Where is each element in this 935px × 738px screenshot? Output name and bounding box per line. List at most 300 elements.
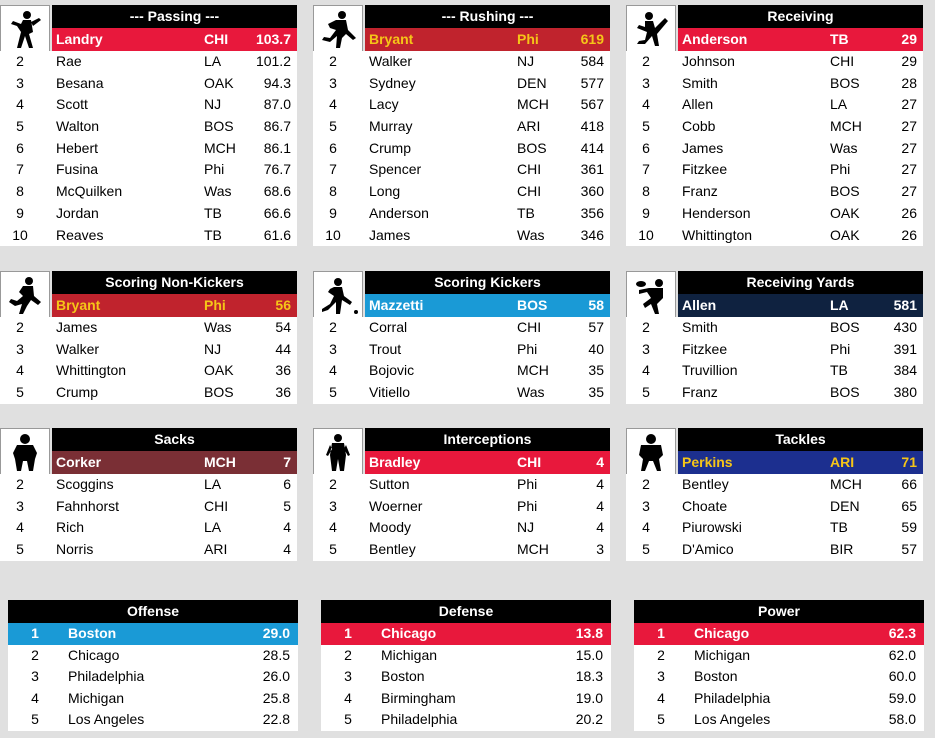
leader-row	[678, 28, 923, 51]
panel-title: Scoring Kickers	[365, 271, 610, 294]
ranking-row	[313, 382, 610, 404]
leader-name: Mazzetti	[369, 297, 424, 313]
rank: 9	[329, 204, 337, 221]
player-name: Norris	[56, 541, 94, 558]
player-name: Lacy	[369, 96, 399, 113]
stat-value: 66.6	[263, 204, 291, 221]
team-code: LA	[204, 53, 222, 69]
ranking-row	[626, 382, 923, 404]
player-name: Crump	[369, 139, 412, 156]
team-name: Chicago	[68, 646, 120, 663]
ranking-row	[0, 73, 297, 95]
ranking-row	[0, 496, 297, 518]
player-name: Jordan	[56, 204, 99, 221]
team-name: Chicago	[381, 625, 437, 641]
team-name: Michigan	[694, 646, 751, 663]
stat-value: 356	[580, 204, 604, 221]
leader-value: 71	[901, 454, 917, 470]
ranking-row	[626, 474, 923, 496]
panel-title: Sacks	[52, 428, 297, 451]
rank: 3	[329, 340, 337, 357]
ranking-row	[313, 159, 610, 181]
team-name: Boston	[694, 668, 738, 685]
stat-value: 361	[580, 161, 604, 178]
panel-title: --- Passing ---	[52, 5, 297, 28]
ranking-list	[313, 317, 610, 404]
player-name: Choate	[682, 497, 728, 514]
team-panel-power	[634, 600, 924, 731]
stat-value: 59	[901, 519, 917, 536]
rank: 3	[642, 340, 650, 357]
ranking-list	[0, 474, 297, 561]
team-code: MCH	[830, 476, 862, 492]
ranking-row	[0, 138, 297, 160]
leader-team: Phi	[204, 297, 226, 313]
ranking-row	[626, 317, 923, 339]
player-name: Spencer	[369, 161, 422, 178]
panel-title: Receiving Yards	[678, 271, 923, 294]
ranking-row	[0, 159, 297, 181]
player-name: Cobb	[682, 118, 716, 135]
leader-team: CHI	[204, 31, 229, 47]
rank: 3	[329, 74, 337, 91]
stat-value: 4	[596, 497, 604, 514]
stat-value: 28	[901, 74, 917, 91]
rank: 5	[16, 384, 24, 401]
player-name: Besana	[56, 74, 104, 91]
rank: 2	[16, 319, 24, 335]
team-code: Phi	[517, 340, 538, 357]
stat-value: 27	[901, 118, 917, 135]
team-panel-title: Power	[634, 600, 924, 623]
ranking-row	[626, 181, 923, 203]
team-code: BOS	[830, 384, 860, 401]
team-code: OAK	[830, 204, 860, 221]
team-value: 60.0	[888, 668, 916, 685]
leader-team: Phi	[517, 31, 539, 47]
panel-title: Interceptions	[365, 428, 610, 451]
rank: 3	[642, 497, 650, 514]
stat-value: 66	[901, 476, 917, 492]
stat-value: 6	[283, 476, 291, 492]
team-code: Was	[517, 384, 545, 401]
rank: 7	[329, 161, 337, 178]
leader-name: Allen	[682, 297, 717, 313]
stat-value: 384	[893, 362, 917, 379]
team-code: TB	[517, 204, 535, 221]
ranking-row	[626, 94, 923, 116]
rank: 10	[12, 226, 28, 243]
rank: 2	[16, 53, 24, 69]
team-value: 62.3	[888, 625, 916, 641]
player-name: Franz	[682, 384, 718, 401]
leader-value: 29	[901, 31, 917, 47]
stat-value: 4	[596, 476, 604, 492]
rank: 5	[642, 118, 650, 135]
ranking-row	[0, 360, 297, 382]
ranking-row	[313, 225, 610, 247]
rank: 3	[16, 74, 24, 91]
rank: 3	[642, 74, 650, 91]
team-row	[8, 666, 298, 688]
stat-value: 4	[283, 519, 291, 536]
rank: 2	[329, 53, 337, 69]
team-code: NJ	[204, 96, 222, 113]
leader-name: Bradley	[369, 454, 421, 470]
stat-value: 346	[580, 226, 604, 243]
ranking-list	[0, 51, 297, 246]
ranking-row	[313, 496, 610, 518]
rank: 1	[657, 625, 665, 641]
rank: 4	[329, 362, 337, 379]
ranking-row	[0, 116, 297, 138]
team-code: MCH	[830, 118, 862, 135]
rank: 3	[344, 668, 352, 685]
rank: 2	[642, 319, 650, 335]
leader-row	[365, 28, 610, 51]
team-code: MCH	[517, 362, 549, 379]
team-code: TB	[204, 226, 222, 243]
rank: 4	[329, 519, 337, 536]
ranking-row	[626, 360, 923, 382]
team-code: Was	[204, 183, 232, 200]
team-code: BOS	[830, 319, 860, 335]
ranking-row	[313, 203, 610, 225]
team-name: Birmingham	[381, 689, 456, 706]
stat-value: 26	[901, 204, 917, 221]
ranking-row	[626, 225, 923, 247]
team-code: OAK	[204, 362, 234, 379]
stat-value: 567	[580, 96, 604, 113]
player-name: Whittington	[682, 226, 753, 243]
team-code: NJ	[517, 53, 535, 69]
leader-name: Perkins	[682, 454, 733, 470]
player-name: Bentley	[369, 541, 416, 558]
team-code: CHI	[204, 497, 229, 514]
team-value: 18.3	[575, 668, 603, 685]
team-name: Chicago	[694, 625, 750, 641]
player-name: McQuilken	[56, 183, 123, 200]
rank: 5	[329, 118, 337, 135]
stat-value: 577	[580, 74, 604, 91]
team-row	[8, 645, 298, 667]
team-name: Philadelphia	[694, 689, 771, 706]
leader-row	[678, 451, 923, 474]
leader-name: Corker	[56, 454, 102, 470]
stat-value: 35	[588, 384, 604, 401]
leader-value: 4	[596, 454, 604, 470]
player-name: Rich	[56, 519, 85, 536]
stat-value: 430	[893, 319, 917, 335]
leader-row	[678, 294, 923, 317]
leader-name: Landry	[56, 31, 103, 47]
ranking-list	[626, 317, 923, 404]
team-leader-row	[8, 623, 298, 645]
team-code: BOS	[830, 183, 860, 200]
team-value: 22.8	[262, 711, 290, 728]
team-code: OAK	[204, 74, 234, 91]
panel-title: --- Rushing ---	[365, 5, 610, 28]
team-code: MCH	[204, 139, 236, 156]
leader-team: CHI	[517, 454, 542, 470]
rank: 7	[642, 161, 650, 178]
team-leader-row	[321, 623, 611, 645]
ranking-row	[0, 317, 297, 339]
ranking-row	[626, 496, 923, 518]
player-name: Moody	[369, 519, 412, 536]
rank: 2	[329, 319, 337, 335]
ranking-row	[626, 159, 923, 181]
team-code: Was	[204, 319, 232, 335]
leader-row	[52, 28, 297, 51]
rank: 4	[657, 689, 665, 706]
stat-value: 54	[275, 319, 291, 335]
team-name: Los Angeles	[694, 711, 771, 728]
player-name: Johnson	[682, 53, 735, 69]
stat-value: 4	[596, 519, 604, 536]
player-name: Sutton	[369, 476, 410, 492]
ranking-row	[313, 138, 610, 160]
leader-team: LA	[830, 297, 849, 313]
team-code: TB	[830, 362, 848, 379]
team-code: TB	[204, 204, 222, 221]
team-panel-title: Offense	[8, 600, 298, 623]
player-name: Walton	[56, 118, 100, 135]
stat-value: 57	[588, 319, 604, 335]
leader-team: MCH	[204, 454, 236, 470]
stat-value: 101.2	[255, 53, 291, 69]
rank: 7	[16, 161, 24, 178]
rank: 4	[31, 689, 39, 706]
team-value: 58.0	[888, 711, 916, 728]
ranking-row	[313, 317, 610, 339]
team-code: BOS	[204, 118, 234, 135]
player-name: Fitzkee	[682, 340, 728, 357]
leader-team: TB	[830, 31, 849, 47]
stat-value: 3	[596, 541, 604, 558]
ranking-row	[0, 225, 297, 247]
player-name: Vitiello	[369, 384, 410, 401]
team-name: Michigan	[68, 689, 125, 706]
rank: 4	[642, 96, 650, 113]
ranking-list	[313, 51, 610, 246]
player-name: Bentley	[682, 476, 729, 492]
team-leader-row	[634, 623, 924, 645]
rank: 4	[16, 96, 24, 113]
team-value: 13.8	[575, 625, 603, 641]
player-name: Woerner	[369, 497, 423, 514]
ranking-row	[313, 339, 610, 361]
team-code: CHI	[830, 53, 855, 69]
team-code: Phi	[517, 476, 538, 492]
player-name: Truvillion	[682, 362, 738, 379]
rank: 5	[344, 711, 352, 728]
rank: 4	[16, 362, 24, 379]
rank: 3	[16, 497, 24, 514]
panel-title: Receiving	[678, 5, 923, 28]
rank: 5	[329, 384, 337, 401]
team-panel-offense	[8, 600, 298, 731]
player-name: James	[56, 319, 98, 335]
ranking-row	[313, 94, 610, 116]
rank: 6	[329, 139, 337, 156]
ranking-list	[313, 474, 610, 561]
team-code: MCH	[517, 541, 549, 558]
ranking-list	[0, 317, 297, 404]
team-code: BOS	[204, 384, 234, 401]
ranking-list	[626, 474, 923, 561]
team-row	[321, 709, 611, 731]
rank: 2	[344, 646, 352, 663]
rank: 6	[642, 139, 650, 156]
team-panel-title: Defense	[321, 600, 611, 623]
stat-value: 418	[580, 118, 604, 135]
team-panel-defense	[321, 600, 611, 731]
player-name: Whittington	[56, 362, 127, 379]
team-code: CHI	[517, 183, 542, 200]
ranking-list	[626, 51, 923, 246]
team-code: Phi	[204, 161, 225, 178]
leader-row	[52, 294, 297, 317]
rank: 5	[16, 541, 24, 558]
rank: 2	[657, 646, 665, 663]
team-name: Philadelphia	[381, 711, 458, 728]
player-name: Fahnhorst	[56, 497, 120, 514]
ranking-row	[313, 474, 610, 496]
team-code: NJ	[204, 340, 222, 357]
team-code: MCH	[517, 96, 549, 113]
stat-value: 86.7	[263, 118, 291, 135]
leader-team: BOS	[517, 297, 548, 313]
ranking-row	[0, 203, 297, 225]
team-code: BOS	[517, 139, 547, 156]
player-name: Walker	[56, 340, 100, 357]
ranking-row	[0, 474, 297, 496]
stat-value: 87.0	[263, 96, 291, 113]
ranking-row	[0, 517, 297, 539]
team-value: 26.0	[262, 668, 290, 685]
ranking-row	[626, 116, 923, 138]
team-value: 29.0	[262, 625, 290, 641]
stat-value: 380	[893, 384, 917, 401]
team-row	[634, 688, 924, 710]
team-value: 25.8	[262, 689, 290, 706]
leader-row	[365, 294, 610, 317]
rank: 4	[642, 362, 650, 379]
player-name: Murray	[369, 118, 413, 135]
leader-name: Bryant	[56, 297, 101, 313]
leader-value: 619	[580, 31, 604, 47]
stat-value: 35	[588, 362, 604, 379]
rank: 9	[16, 204, 24, 221]
team-value: 62.0	[888, 646, 916, 663]
team-row	[321, 645, 611, 667]
stat-value: 36	[275, 384, 291, 401]
player-name: Fusina	[56, 161, 99, 178]
panel-title: Tackles	[678, 428, 923, 451]
player-name: Corral	[369, 319, 408, 335]
ranking-row	[0, 539, 297, 561]
player-name: Sydney	[369, 74, 416, 91]
team-row	[8, 709, 298, 731]
ranking-row	[0, 339, 297, 361]
stat-value: 94.3	[263, 74, 291, 91]
player-name: Hebert	[56, 139, 99, 156]
stat-value: 4	[283, 541, 291, 558]
ranking-row	[0, 94, 297, 116]
defender-icon	[313, 428, 363, 478]
stat-value: 27	[901, 161, 917, 178]
panel-title: Scoring Non-Kickers	[52, 271, 297, 294]
rank: 4	[344, 689, 352, 706]
team-row	[634, 666, 924, 688]
leader-name: Anderson	[682, 31, 748, 47]
leader-row	[365, 451, 610, 474]
stat-value: 27	[901, 96, 917, 113]
ranking-row	[0, 51, 297, 73]
rank: 9	[642, 204, 650, 221]
stat-value: 61.6	[263, 226, 291, 243]
player-name: Reaves	[56, 226, 104, 243]
stat-value: 29	[901, 53, 917, 69]
rank: 4	[642, 519, 650, 536]
team-row	[634, 709, 924, 731]
rank: 5	[642, 541, 650, 558]
team-code: BOS	[830, 74, 860, 91]
stat-value: 57	[901, 541, 917, 558]
player-name: James	[369, 226, 411, 243]
rank: 3	[657, 668, 665, 685]
leader-name: Bryant	[369, 31, 414, 47]
leader-value: 56	[275, 297, 291, 313]
stat-value: 44	[275, 340, 291, 357]
linebacker-icon	[626, 428, 676, 478]
team-name: Los Angeles	[68, 711, 145, 728]
player-name: Henderson	[682, 204, 751, 221]
team-row	[634, 645, 924, 667]
player-name: Scoggins	[56, 476, 114, 492]
rank: 2	[642, 476, 650, 492]
stat-value: 68.6	[263, 183, 291, 200]
stat-value: 27	[901, 183, 917, 200]
leader-team: ARI	[830, 454, 855, 470]
team-code: BIR	[830, 541, 854, 558]
stat-value: 65	[901, 497, 917, 514]
team-value: 20.2	[575, 711, 603, 728]
rank: 10	[638, 226, 654, 243]
team-value: 59.0	[888, 689, 916, 706]
ranking-row	[626, 517, 923, 539]
team-code: LA	[204, 519, 222, 536]
ranking-row	[313, 181, 610, 203]
leader-value: 58	[588, 297, 604, 313]
team-value: 15.0	[575, 646, 603, 663]
ranking-row	[626, 138, 923, 160]
rank: 5	[31, 711, 39, 728]
stat-value: 40	[588, 340, 604, 357]
team-value: 28.5	[262, 646, 290, 663]
team-name: Boston	[381, 668, 425, 685]
team-code: OAK	[830, 226, 860, 243]
rank: 5	[329, 541, 337, 558]
player-name: Smith	[682, 74, 718, 91]
team-row	[8, 688, 298, 710]
rank: 5	[16, 118, 24, 135]
team-code: Phi	[830, 340, 851, 357]
catch-icon	[626, 271, 676, 321]
stat-value: 360	[580, 183, 604, 200]
rank: 2	[329, 476, 337, 492]
